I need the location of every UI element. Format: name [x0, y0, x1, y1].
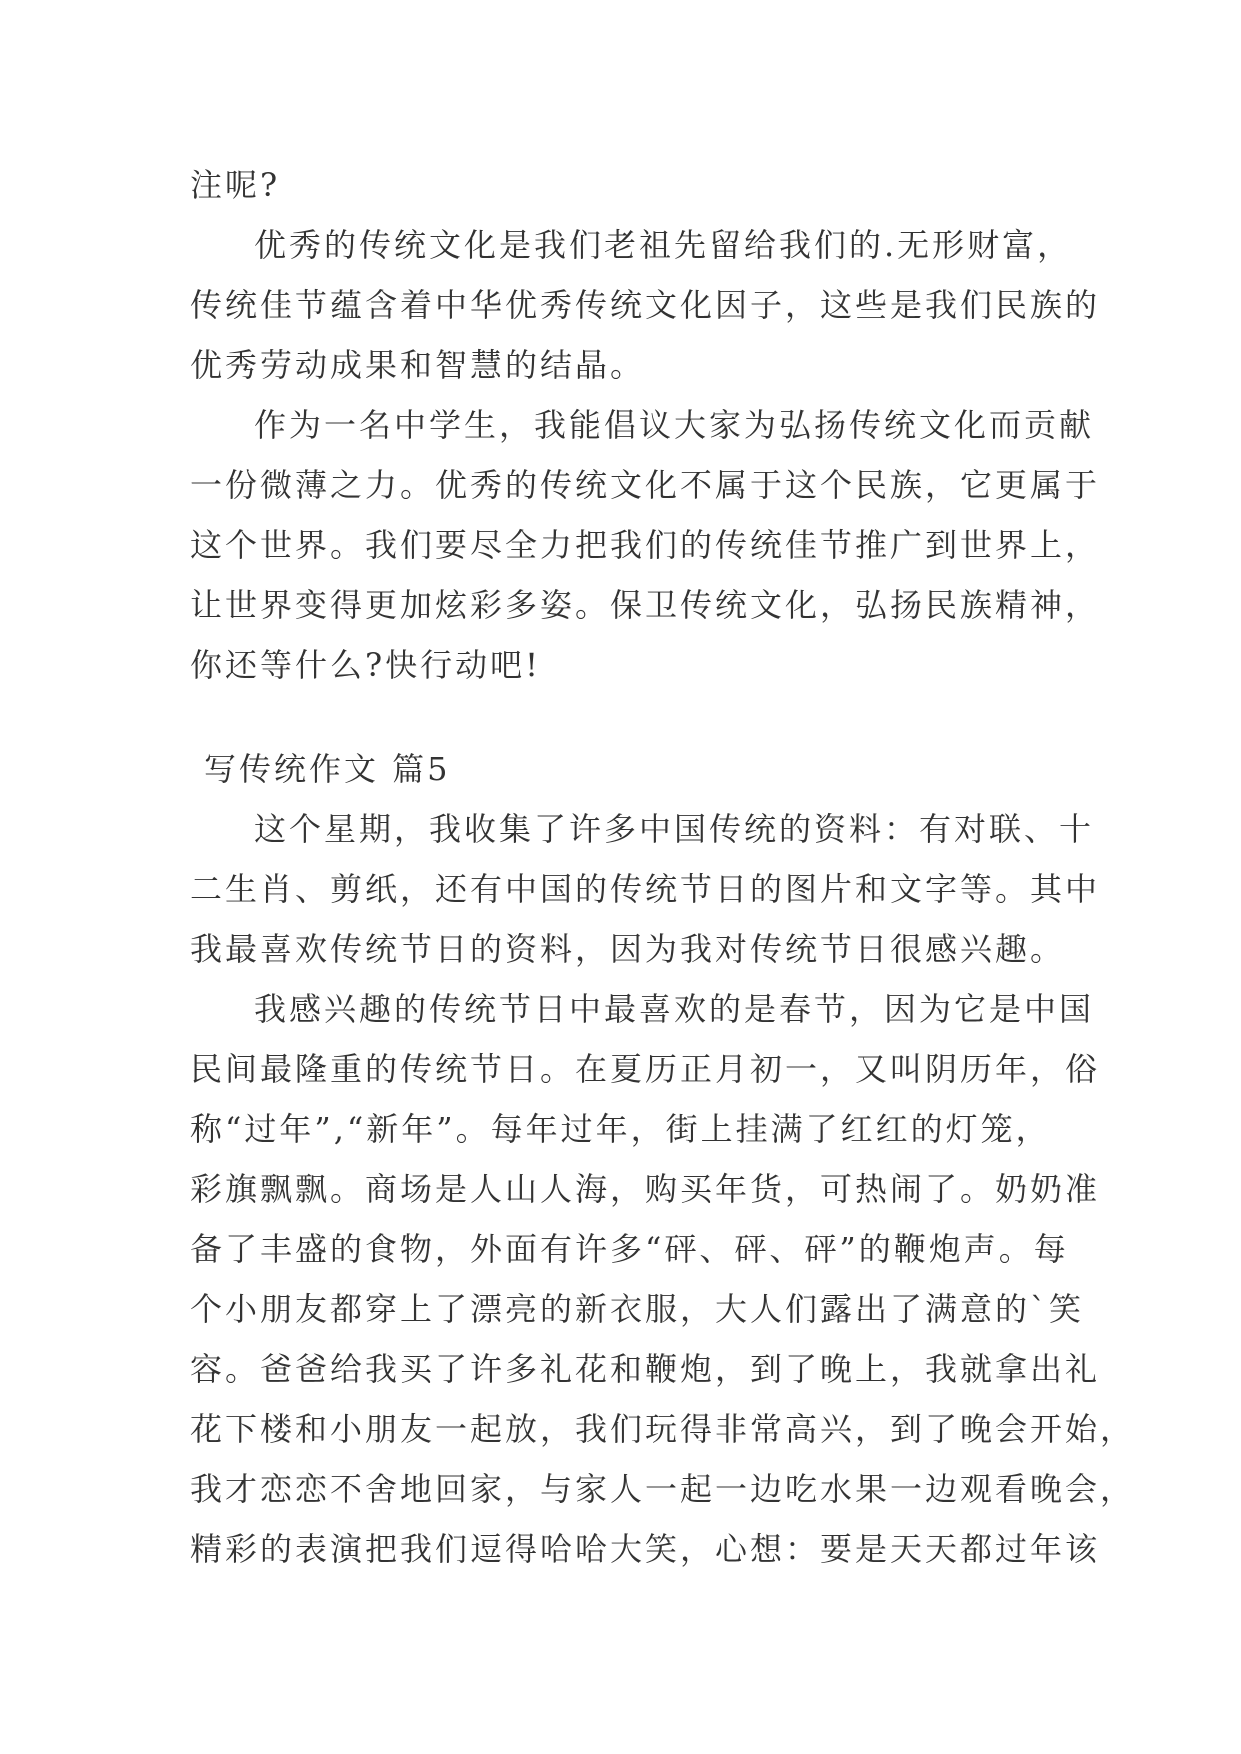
paragraph-line: 花下楼和小朋友一起放，我们玩得非常高兴，到了晚会开始，: [190, 1410, 1136, 1448]
paragraph-line: 注呢?: [190, 166, 281, 204]
paragraph-line: 优秀的传统文化是我们老祖先留给我们的.无形财富，: [254, 226, 1073, 264]
paragraph-line: 容。爸爸给我买了许多礼花和鞭炮，到了晚上，我就拿出礼: [190, 1350, 1101, 1388]
paragraph-line: 个小朋友都穿上了漂亮的新衣服，大人们露出了满意的`笑: [190, 1290, 1085, 1328]
paragraph-line: 你还等什么?快行动吧!: [190, 646, 542, 684]
paragraph-line: 彩旗飘飘。商场是人山人海，购买年货，可热闹了。奶奶准: [190, 1170, 1101, 1208]
paragraph-line: 我最喜欢传统节日的资料，因为我对传统节日很感兴趣。: [190, 930, 1066, 968]
paragraph-line: 精彩的表演把我们逗得哈哈大笑，心想：要是天天都过年该: [190, 1530, 1101, 1568]
paragraph-line: 称“过年”,“新年”。每年过年，街上挂满了红红的灯笼，: [190, 1110, 1051, 1148]
paragraph-line: 作为一名中学生，我能倡议大家为弘扬传统文化而贡献: [254, 406, 1095, 444]
section-heading: 写传统作文 篇5: [204, 750, 451, 788]
paragraph-line: 我才恋恋不舍地回家，与家人一起一边吃水果一边观看晚会，: [190, 1470, 1136, 1508]
paragraph-line: 让世界变得更加炫彩多姿。保卫传统文化，弘扬民族精神，: [190, 586, 1101, 624]
paragraph-line: 这个星期，我收集了许多中国传统的资料：有对联、十: [254, 810, 1095, 848]
paragraph-line: 优秀劳动成果和智慧的结晶。: [190, 346, 646, 384]
paragraph-line: 这个世界。我们要尽全力把我们的传统佳节推广到世界上，: [190, 526, 1101, 564]
paragraph-line: 二生肖、剪纸，还有中国的传统节日的图片和文字等。其中: [190, 870, 1101, 908]
paragraph-line: 传统佳节蕴含着中华优秀传统文化因子，这些是我们民族的: [190, 286, 1101, 324]
paragraph-line: 民间最隆重的传统节日。在夏历正月初一，又叫阴历年，俗: [190, 1050, 1101, 1088]
paragraph-line: 我感兴趣的传统节日中最喜欢的是春节，因为它是中国: [254, 990, 1095, 1028]
paragraph-line: 一份微薄之力。优秀的传统文化不属于这个民族，它更属于: [190, 466, 1101, 504]
paragraph-line: 备了丰盛的食物，外面有许多“砰、砰、砰”的鞭炮声。每: [190, 1230, 1069, 1268]
